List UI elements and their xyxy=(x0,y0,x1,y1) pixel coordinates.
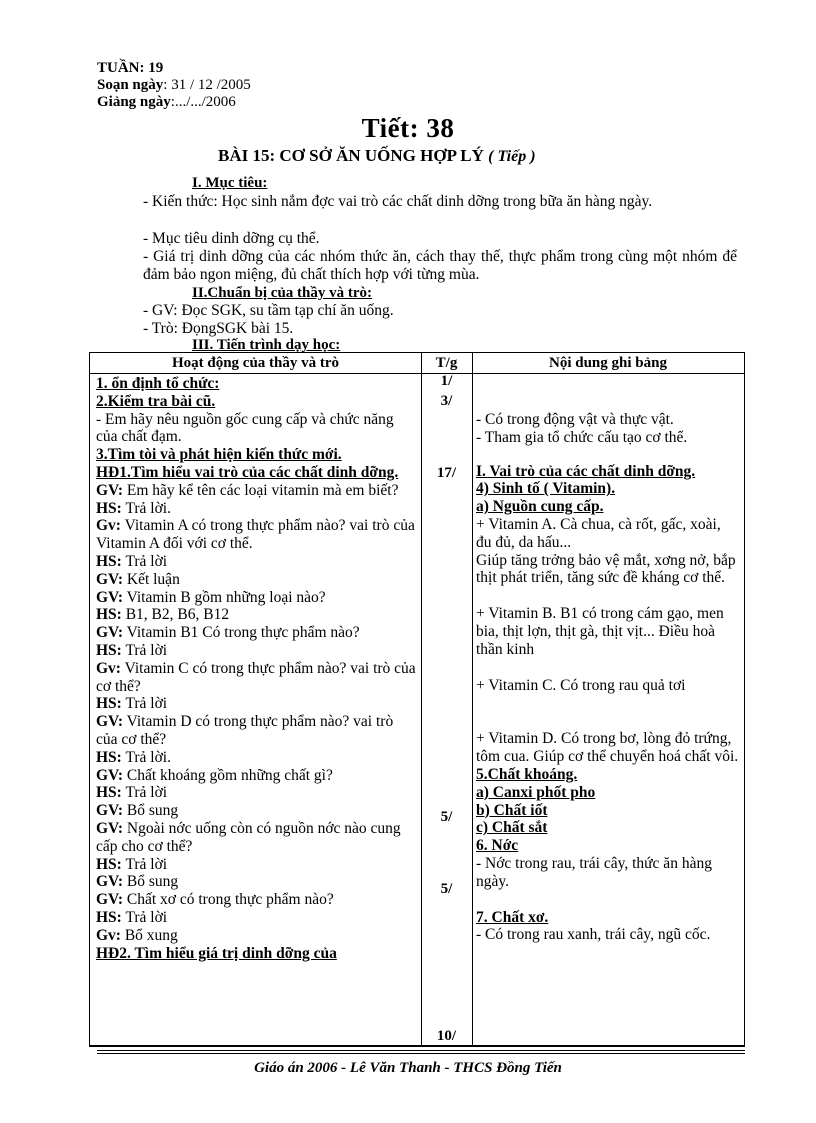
time-column xyxy=(421,353,472,1045)
speaker-label: Gv: xyxy=(96,659,121,677)
content-line: c) Chất sắt xyxy=(476,819,548,837)
objective-goal: - Mục tiêu dinh dỡng cụ thể. xyxy=(143,230,320,247)
content-line: - Nớc trong rau, trái cây, thức ăn hàng ngày. xyxy=(476,854,712,890)
speaker-label: HS: xyxy=(96,855,122,873)
prep-heading: II.Chuẩn bị của thầy và trò: xyxy=(192,285,373,301)
objectives-heading: I. Mục tiêu: xyxy=(192,175,268,191)
activity-line: HS: Trả lời xyxy=(96,908,168,926)
time-value: 10/ xyxy=(436,1028,457,1044)
content-line: a) Nguồn cung cấp. xyxy=(476,498,604,516)
footer-rule xyxy=(97,1053,745,1054)
speaker-label: HS: xyxy=(96,695,122,713)
speaker-label: GV: xyxy=(96,766,123,784)
prep-student: - Trò: ĐọngSGK bài 15. xyxy=(143,320,294,337)
activity-line: HĐ1.Tìm hiểu vai trò của các chất dinh dỡng. xyxy=(96,463,399,481)
activity-line: HS: Trả lời. xyxy=(96,748,171,766)
lesson-table xyxy=(89,352,745,1047)
activity-line: HS: Trả lời xyxy=(96,855,168,873)
speaker-label: GV: xyxy=(96,802,123,820)
speaker-label: HS: xyxy=(96,552,122,570)
speaker-label: HS: xyxy=(96,748,122,766)
activity-line: GV: Vitamin B gồm những loại nào? xyxy=(96,588,326,606)
content-line: - Có trong động vật và thực vật. xyxy=(476,411,674,428)
time-value: 5/ xyxy=(440,881,453,897)
teach-date-line: Giảng ngày:.../.../2006 xyxy=(97,94,236,110)
content-line: + Vitamin C. Có trong rau quả tơi xyxy=(476,676,686,694)
header-divider xyxy=(90,373,744,374)
time-value: 17/ xyxy=(436,465,457,481)
activity-line: GV: Em hãy kể tên các loại vitamin mà em biết? xyxy=(96,481,399,499)
activity-line: GV: Bổ sung xyxy=(96,802,179,820)
activity-line: GV: Vitamin D có trong thực phẩm nào? vai trò của cơ thể? xyxy=(96,713,394,748)
content-line: I. Vai trò của các chất dinh dỡng. xyxy=(476,462,696,480)
objective-value: - Giá trị dinh dỡng của các nhóm thức ăn, cách thay thế, thực phẩm trong cùng một nhóm để đảm bảo ngon miệng, đủ chất thích hợp với từng mùa. xyxy=(143,248,737,283)
content-column xyxy=(476,411,740,944)
content-line: + Vitamin A. Cà chua, cà rốt, gấc, xoài, đu đủ, da hấu... xyxy=(476,515,721,551)
speaker-label: GV: xyxy=(96,819,123,837)
speaker-label: HS: xyxy=(96,641,122,659)
speaker-label: GV: xyxy=(96,624,123,642)
speaker-label: HS: xyxy=(96,908,122,926)
content-line: 4) Sinh tố ( Vitamin). xyxy=(476,480,616,498)
content-line: + Vitamin B. B1 có trong cám gạo, men bia, thịt lợn, thịt gà, thịt vịt... Điều hoà thần kinh xyxy=(476,605,724,658)
time-value: 3/ xyxy=(440,393,453,409)
activity-line: Gv: Bổ xung xyxy=(96,926,178,944)
prep-teacher: - GV: Đọc SGK, su tầm tạp chí ăn uống. xyxy=(143,302,394,319)
content-line: 6. Nớc xyxy=(476,837,519,855)
footer-rule xyxy=(97,1050,745,1051)
content-line: 5.Chất khoáng. xyxy=(476,765,578,783)
activity-line: Gv: Vitamin A có trong thực phẩm nào? vai trò của Vitamin A đối với cơ thể. xyxy=(96,517,415,553)
activity-line: GV: Chất khoáng gồm những chất gì? xyxy=(96,766,333,784)
period-title: Tiết: 38 xyxy=(361,113,455,143)
activity-line: GV: Chất xơ có trong thực phẩm nào? xyxy=(96,891,334,909)
speaker-label: HS: xyxy=(96,499,122,517)
activity-line: HS: Trả lời xyxy=(96,552,168,570)
header-time: T/g xyxy=(435,355,458,371)
speaker-label: Gv: xyxy=(96,926,121,944)
activity-line: GV: Kết luận xyxy=(96,570,180,588)
column-divider xyxy=(472,353,473,1045)
activity-line: HS: B1, B2, B6, B12 xyxy=(96,606,230,624)
content-line: - Tham gia tổ chức cấu tạo cơ thể. xyxy=(476,428,688,446)
activity-line: 3.Tìm tòi và phát hiện kiến thức mới. xyxy=(96,446,342,464)
prep-date-line: Soạn ngày: 31 / 12 /2005 xyxy=(97,77,251,93)
speaker-label: GV: xyxy=(96,713,123,731)
speaker-label: GV: xyxy=(96,570,123,588)
activity-line: HS: Trả lời xyxy=(96,641,168,659)
content-line: - Có trong rau xanh, trái cây, ngũ cốc. xyxy=(476,926,711,944)
lesson-title: BÀI 15: CƠ SỞ ĂN UỐNG HỢP LÝ ( Tiếp ) xyxy=(218,146,536,165)
header-activity: Hoạt động của thầy và trò xyxy=(171,355,340,371)
content-line: Giúp tăng trởng bảo vệ mắt, xơng nở, bắp thịt phát triển, tăng sức đề kháng cơ thể. xyxy=(476,551,736,587)
speaker-label: GV: xyxy=(96,873,123,891)
activity-line: GV: Vitamin B1 Có trong thực phẩm nào? xyxy=(96,624,360,642)
activity-line: Gv: Vitamin C có trong thực phẩm nào? vai trò của cơ thể? xyxy=(96,659,416,695)
speaker-label: GV: xyxy=(96,481,123,499)
activity-line: HS: Trả lời xyxy=(96,784,168,802)
speaker-label: HS: xyxy=(96,784,122,802)
time-value: 5/ xyxy=(440,809,453,825)
speaker-label: GV: xyxy=(96,588,123,606)
content-line: + Vitamin D. Có trong bơ, lòng đỏ trứng, tôm cua. Giúp cơ thể chuyển hoá chất vôi. xyxy=(476,730,739,766)
week-line: TUẦN: 19 xyxy=(97,60,164,76)
activity-line: GV: Ngoài nớc uống còn có nguồn nớc nào cung cấp cho cơ thể? xyxy=(96,819,401,855)
speaker-label: Gv: xyxy=(96,517,121,535)
speaker-label: HS: xyxy=(96,606,122,624)
activity-line: - Em hãy nêu nguồn gốc cung cấp và chức năng của chất đạm. xyxy=(96,410,394,446)
activity-line: HĐ2. Tìm hiểu giá trị dinh dỡng của xyxy=(96,944,337,962)
activity-column xyxy=(96,375,418,962)
content-line: b) Chất iốt xyxy=(476,801,548,819)
objective-knowledge: - Kiến thức: Học sinh nắm đợc vai trò các chất dinh dỡng trong bữa ăn hàng ngày. xyxy=(143,193,653,210)
activity-line: HS: Trả lời. xyxy=(96,499,171,517)
header-content: Nội dung ghi bảng xyxy=(549,355,667,371)
activity-line: GV: Bổ sung xyxy=(96,873,179,891)
page-footer: Giáo án 2006 - Lê Văn Thanh - THCS Đồng Tiến xyxy=(254,1060,562,1076)
activity-line: 2.Kiểm tra bài cũ. xyxy=(96,392,216,410)
speaker-label: GV: xyxy=(96,891,123,909)
content-line: a) Canxi phốt pho xyxy=(476,783,596,801)
time-value: 1/ xyxy=(440,373,453,389)
activity-line: 1. ổn định tổ chức: xyxy=(96,375,220,392)
content-line: 7. Chất xơ. xyxy=(476,908,549,926)
process-heading: III. Tiến trình dạy học: xyxy=(192,337,341,353)
activity-line: HS: Trả lời xyxy=(96,695,168,713)
